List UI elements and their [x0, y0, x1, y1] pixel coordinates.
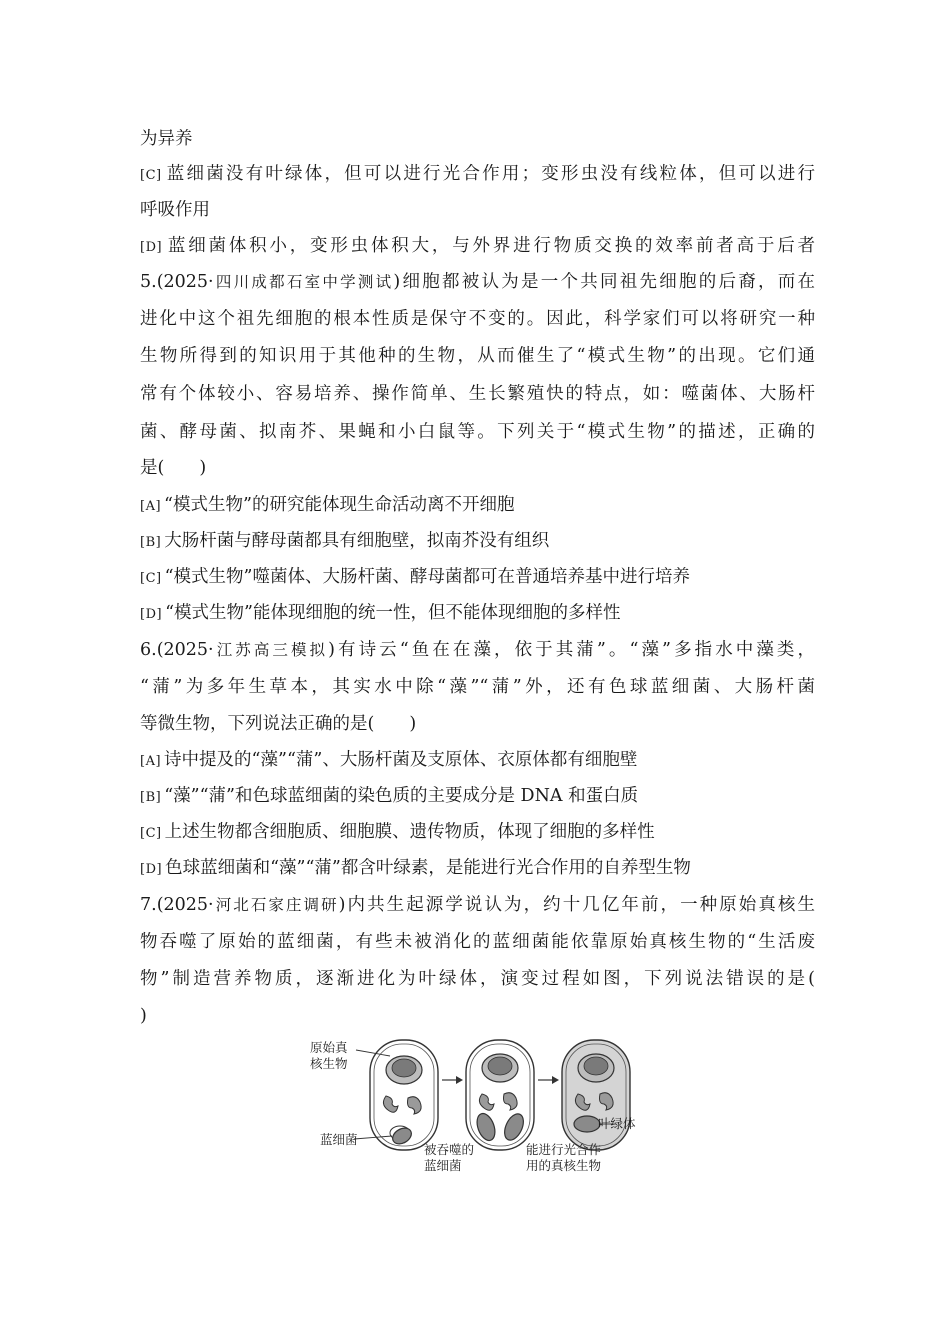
question-number: 6.(2025·	[140, 640, 214, 660]
label-engulfed: 被吞噬的 蓝细菌	[424, 1142, 475, 1173]
q5-option-a: [A] “模式生物”的研究能体现生命活动离不开细胞	[140, 495, 515, 515]
arrow-right-icon	[538, 1076, 559, 1084]
label-result: 能进行光合作 用的真核生物	[526, 1142, 602, 1173]
option-letter: [C]	[140, 168, 162, 183]
q7-stem-line-4: )	[140, 1006, 147, 1026]
q5-stem-line-1: 5.(2025·四川成都石室中学测试)细胞都被认为是一个共同祖先细胞的后裔，而在	[140, 272, 815, 292]
option-letter: [D]	[140, 862, 163, 877]
option-letter: [A]	[140, 754, 162, 769]
q5-stem-line-5: 菌、酵母菌、拟南芥、果蝇和小白鼠等。下列关于“模式生物”的描述，正确的	[140, 422, 815, 442]
question-number: 7.(2025·	[140, 895, 214, 915]
q6-stem-line-1: 6.(2025·江苏高三模拟)有诗云“鱼在在藻，依于其蒲”。“藻”多指水中藻类，	[140, 640, 815, 660]
q4-continuation: 为异养	[140, 129, 193, 149]
option-letter: [B]	[140, 535, 162, 550]
q7-stem-line-2: 物吞噬了原始的蓝细菌，有些未被消化的蓝细菌能依靠原始真核生物的“生活废	[140, 932, 815, 952]
q5-option-c: [C] “模式生物”噬菌体、大肠杆菌、酵母菌都可在普通培养基中进行培养	[140, 567, 690, 587]
question-source: 四川成都石室中学测试	[213, 273, 394, 291]
label-eukaryote: 原始真 核生物	[310, 1040, 348, 1071]
q5-option-d: [D] “模式生物”能体现细胞的统一性，但不能体现细胞的多样性	[140, 603, 621, 623]
option-letter: [D]	[140, 240, 163, 255]
cell-engulfed-cyanobacterium	[466, 1040, 534, 1150]
q6-option-a: [A] 诗中提及的“藻”“蒲”、大肠杆菌及支原体、衣原体都有细胞壁	[140, 750, 638, 770]
endosymbiosis-figure	[300, 1032, 650, 1182]
q4-option-d: [D] 蓝细菌体积小，变形虫体积大，与外界进行物质交换的效率前者高于后者	[140, 236, 815, 256]
label-cyanobacteria: 蓝细菌	[320, 1132, 358, 1147]
label-chloroplast: 叶绿体	[598, 1116, 636, 1131]
cell-photosynthetic-eukaryote	[562, 1040, 630, 1150]
q6-stem-line-2: “蒲”为多年生草本，其实水中除“藻”“蒲”外，还有色球蓝细菌、大肠杆菌	[140, 677, 815, 697]
q6-option-d: [D] 色球蓝细菌和“藻”“蒲”都含叶绿素，是能进行光合作用的自养型生物	[140, 858, 691, 878]
option-letter: [C]	[140, 826, 162, 841]
q4-option-c-cont: 呼吸作用	[140, 200, 210, 220]
q5-stem-line-3: 生物所得到的知识用于其他种的生物，从而催生了“模式生物”的出现。它们通	[140, 346, 815, 366]
option-letter: [A]	[140, 499, 162, 514]
q5-stem-line-4: 常有个体较小、容易培养、操作简单、生长繁殖快的特点，如：噬菌体、大肠杆	[140, 384, 815, 404]
q7-stem-line-1: 7.(2025·河北石家庄调研)内共生起源学说认为，约十几亿年前，一种原始真核生	[140, 895, 815, 915]
option-letter: [C]	[140, 571, 162, 586]
question-source: 江苏高三模拟	[213, 641, 329, 659]
arrow-right-icon	[442, 1076, 463, 1084]
q6-option-c: [C] 上述生物都含细胞质、细胞膜、遗传物质，体现了细胞的多样性	[140, 822, 655, 842]
q5-stem-line-6: 是( )	[140, 458, 207, 478]
option-letter: [B]	[140, 790, 162, 805]
q5-stem-line-2: 进化中这个祖先细胞的根本性质是保守不变的。因此，科学家们可以将研究一种	[140, 309, 815, 329]
question-number: 5.(2025·	[140, 272, 214, 292]
q6-stem-line-3: 等微生物，下列说法正确的是( )	[140, 714, 417, 734]
q6-option-b: [B] “藻”“蒲”和色球蓝细菌的染色质的主要成分是 DNA 和蛋白质	[140, 786, 639, 806]
q7-stem-line-3: 物”制造营养物质，逐渐进化为叶绿体，演变过程如图，下列说法错误的是(	[140, 969, 815, 989]
q4-option-c: [C] 蓝细菌没有叶绿体，但可以进行光合作用；变形虫没有线粒体，但可以进行	[140, 164, 815, 184]
option-letter: [D]	[140, 607, 163, 622]
q5-option-b: [B] 大肠杆菌与酵母菌都具有细胞壁，拟南芥没有组织	[140, 531, 550, 551]
question-source: 河北石家庄调研	[213, 896, 339, 914]
